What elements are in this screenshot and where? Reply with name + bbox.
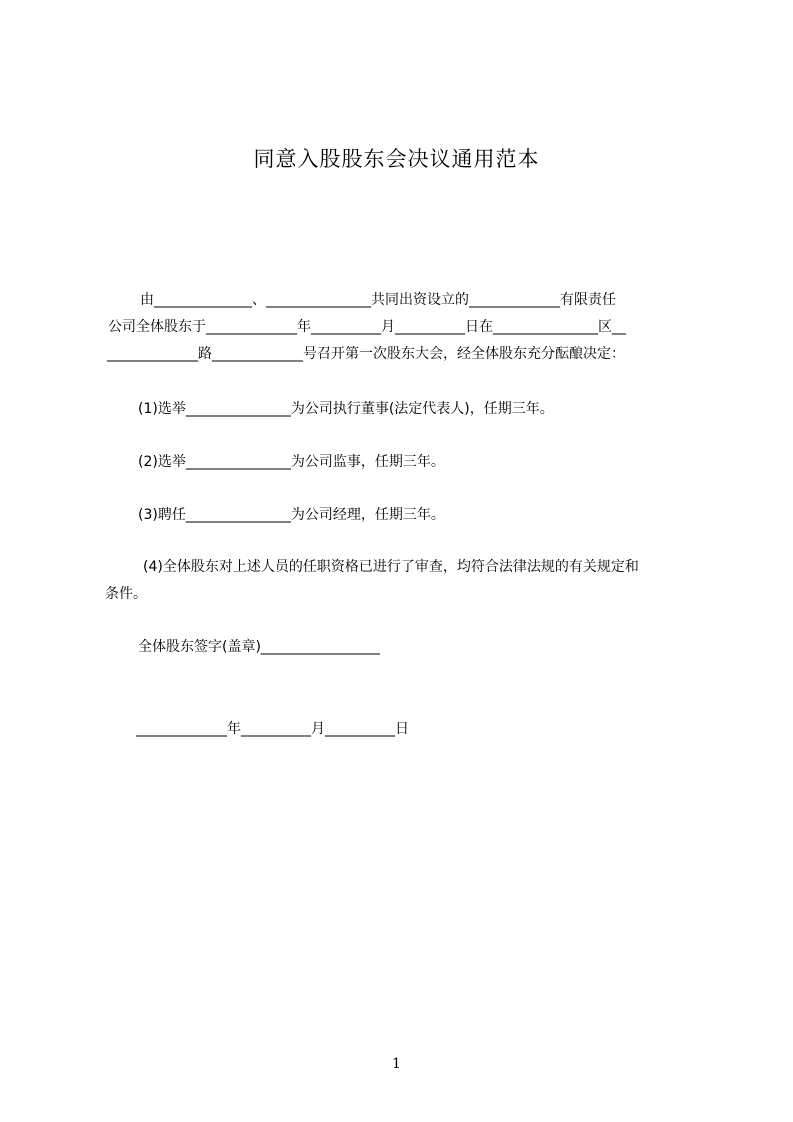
resolution-item-3: (3)聘任_______________为公司经理，任期三年。	[138, 507, 445, 523]
page-number: 1	[392, 1056, 401, 1072]
intro-line-1: 由______________、_______________共同出资设立的_____________有限责任	[140, 292, 616, 308]
document-title: 同意入股股东会决议通用范本	[253, 147, 540, 171]
resolution-item-4-line-2: 条件。	[105, 586, 147, 602]
resolution-item-1: (1)选举_______________为公司执行董事(法定代表人)，任期三年。	[138, 401, 554, 417]
intro-line-2: 公司全体股东于_____________年__________月__________日在_______________区__	[108, 319, 626, 335]
intro-line-3: _____________路_____________号召开第一次股东大会，经全体股东充分酝酿决定：	[107, 346, 625, 362]
resolution-item-4-line-1: (4)全体股东对上述人员的任职资格已进行了审查，均符合法律法规的有关规定和	[143, 559, 639, 575]
date-line: _____________年__________月__________日	[136, 721, 409, 737]
resolution-item-2: (2)选举_______________为公司监事，任期三年。	[138, 454, 445, 470]
signature-line: 全体股东签字(盖章)_________________	[138, 639, 380, 655]
